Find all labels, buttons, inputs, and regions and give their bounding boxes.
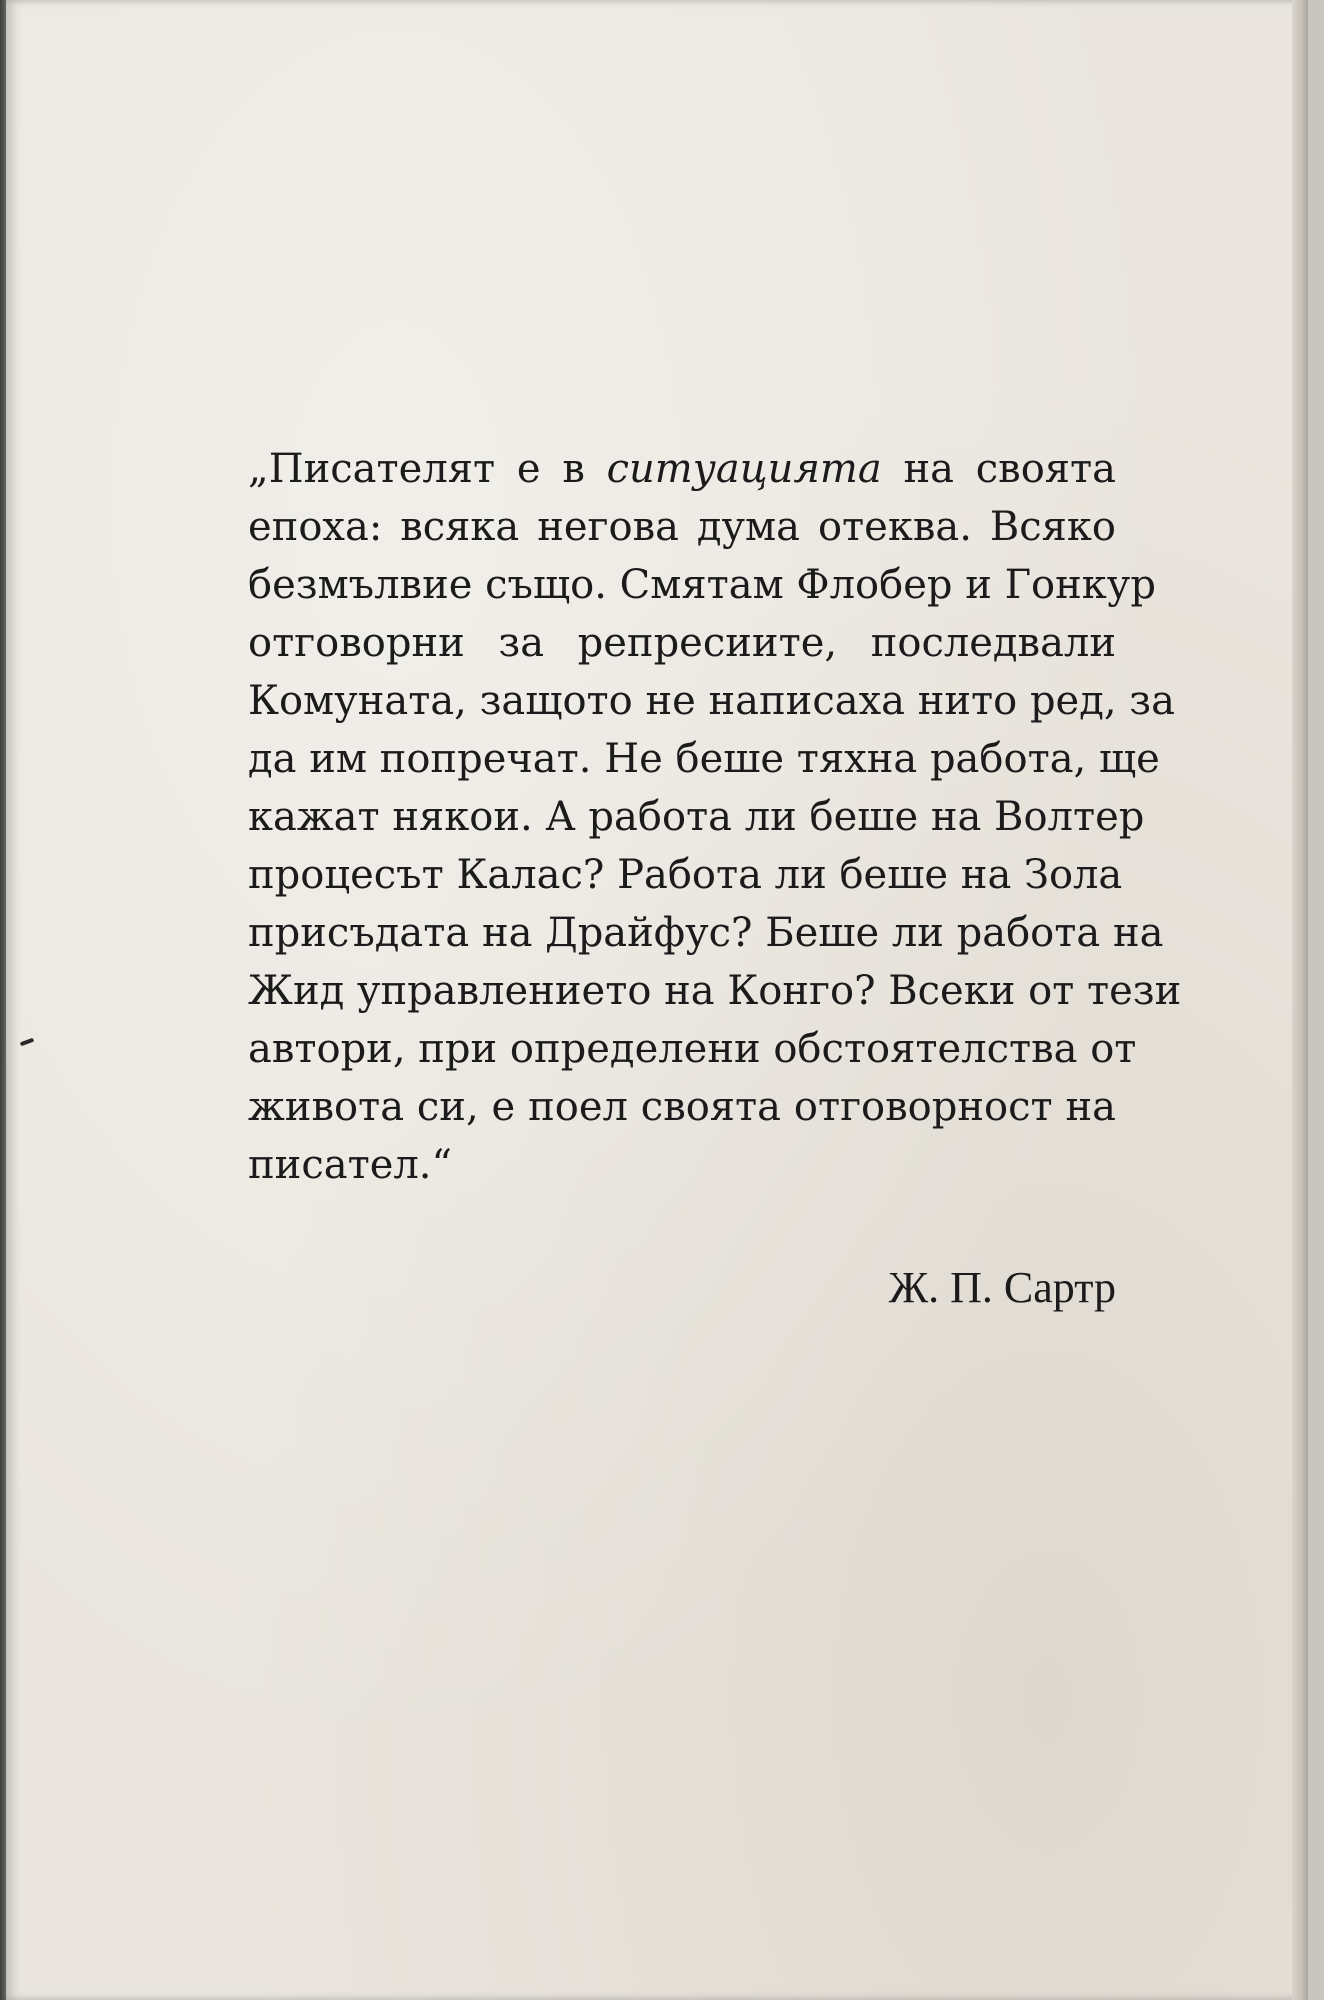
- quote-line-7: кажат някои. А работа ли беше на Волтер: [248, 794, 1145, 840]
- quote-line-3: безмълвие също. Смятам Флобер и Гонкур: [248, 562, 1156, 608]
- quote-line-8: процесът Калас? Работа ли беше на Зола: [248, 852, 1123, 898]
- quote-line-9: присъдата на Драйфус? Беше ли работа на: [248, 910, 1164, 956]
- quote-line-12: живота си, е поел своята отговорност на: [248, 1084, 1116, 1130]
- quote-line-11: автори, при определени обстоятелства от: [248, 1026, 1137, 1072]
- quote-line-5: Комуната, защото не написаха нито ред, за: [248, 678, 1175, 724]
- quote-line-10: Жид управлението на Конго? Всеки от тези: [248, 968, 1182, 1014]
- quote-text: [248, 440, 1182, 1194]
- quote-line-1-start: „Писателят е в: [248, 446, 607, 492]
- cover-right-edge: [1292, 0, 1308, 2000]
- quote-line-1-end: на своята: [881, 446, 1116, 492]
- quote-line-6: да им попречат. Не беше тяхна работа, ще: [248, 736, 1160, 782]
- quote-line-13: писател.“: [248, 1142, 452, 1188]
- quote-emphasis: ситуацията: [606, 446, 882, 492]
- quote-line-2: епоха: всяка негова дума отеква. Всяко: [248, 504, 1116, 550]
- quote-line-1: [248, 440, 1116, 498]
- quote-author: Ж. П. Сартр: [888, 1263, 1116, 1312]
- quote-line-4: отговорни за репресиите, последвали: [248, 620, 1116, 666]
